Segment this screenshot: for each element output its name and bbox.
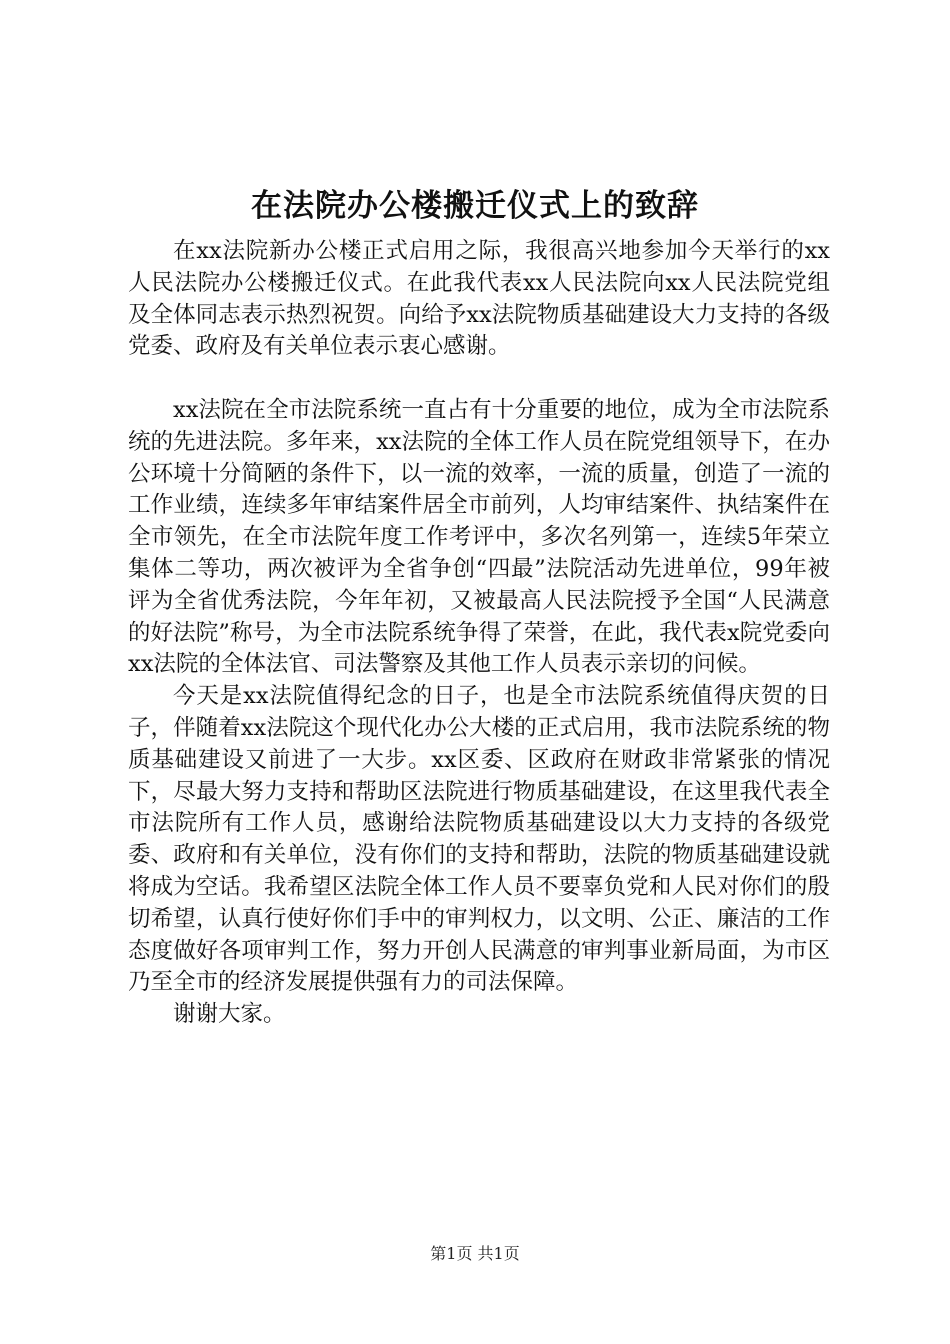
document-title: 在法院办公楼搬迁仪式上的致辞	[251, 188, 699, 224]
document-body	[128, 236, 830, 1031]
paragraph-achievements: xx法院在全市法院系统一直占有十分重要的地位，成为全市法院系统的先进法院。多年来，xx法院的全体工作人员在院党组领导下，在办公环境十分简陋的条件下，以一流的效率，一流的质量，创造了一流的工作业绩，连续多年审结案件居全市前列，人均审结案件、执结案件在全市领先，在全市法院年度工作考评中，多次名列第一，连续5年荣立集体二等功，两次被评为全省争创“四最”法院活动先进单位，99年被评为全省优秀法院，今年年初，又被最高人民法院授予全国“人民满意的好法院”称号，为全市法院系统争得了荣誉，在此，我代表x院党委向xx法院的全体法官、司法警察及其他工作人员表示亲切的问候。	[128, 396, 830, 678]
paragraph-opening: 在xx法院新办公楼正式启用之际，我很高兴地参加今天举行的xx人民法院办公楼搬迁仪式。在此我代表xx人民法院向xx人民法院党组及全体同志表示热烈祝贺。向给予xx法院物质基础建设大力支持的各级党委、政府及有关单位表示衷心感谢。	[128, 238, 830, 360]
paragraph-spacer	[128, 363, 830, 395]
page-number-footer: 第1页 共1页	[430, 1244, 520, 1263]
paragraph-thanks: 今天是xx法院值得纪念的日子，也是全市法院系统值得庆贺的日子，伴随着xx法院这个现代化办公大楼的正式启用，我市法院系统的物质基础建设又前进了一大步。xx区委、区政府在财政非常紧张的情况下，尽最大努力支持和帮助区法院进行物质基础建设，在这里我代表全市法院所有工作人员，感谢给法院物质基础建设以大力支持的各级党委、政府和有关单位，没有你们的支持和帮助，法院的物质基础建设就将成为空话。我希望区法院全体工作人员不要辜负党和人民对你们的殷切希望，认真行使好你们手中的审判权力，以文明、公正、廉洁的工作态度做好各项审判工作，努力开创人民满意的审判事业新局面，为市区乃至全市的经济发展提供强有力的司法保障。	[128, 683, 830, 996]
paragraph-closing: 谢谢大家。	[173, 1001, 286, 1028]
